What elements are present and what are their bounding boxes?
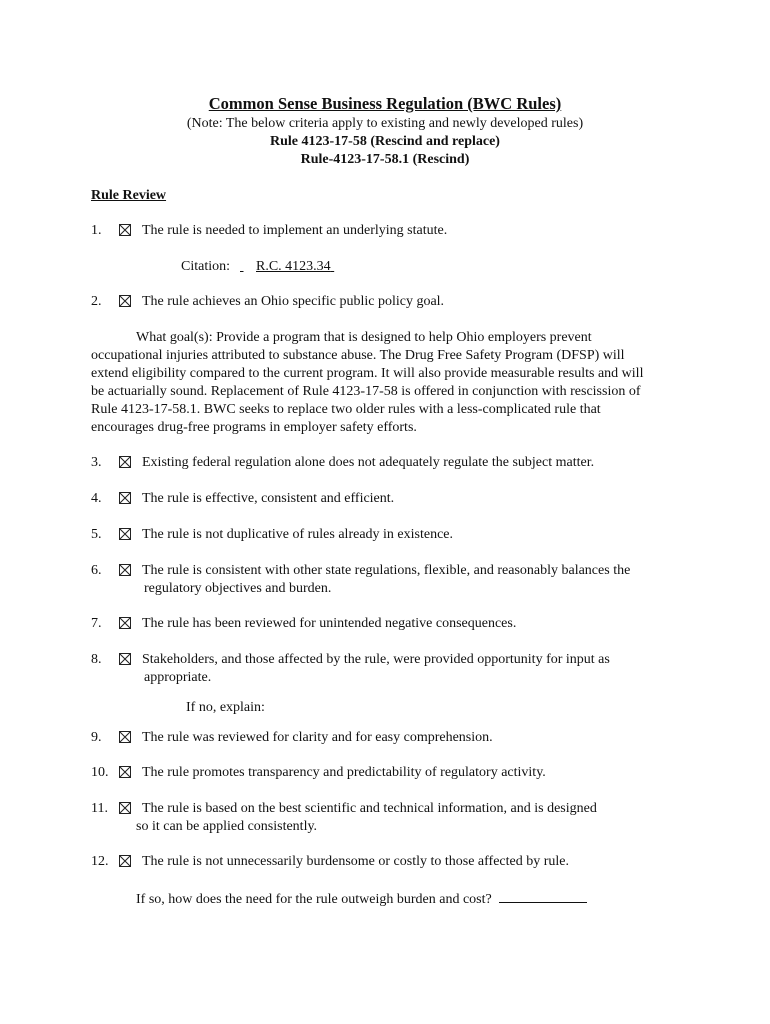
item-number: 7. [91, 616, 102, 631]
item-text: The rule has been reviewed for unintended negative consequences. [142, 616, 517, 631]
item-number: 2. [91, 294, 102, 309]
checkbox-checked[interactable] [119, 492, 131, 504]
x-mark-icon [120, 457, 130, 467]
checkbox-checked[interactable] [119, 295, 131, 307]
x-mark-icon [120, 296, 130, 306]
goal-line: encourages drug-free programs in employer safety efforts. [91, 420, 417, 435]
goal-line: Rule 4123-17-58.1. BWC seeks to replace two older rules with a less-complicated rule that [91, 402, 601, 417]
checkbox-checked[interactable] [119, 224, 131, 236]
item-text: The rule achieves an Ohio specific public policy goal. [142, 294, 445, 309]
rule-line-2: Rule-4123-17-58.1 (Rescind) [300, 152, 470, 167]
item-text: Existing federal regulation alone does not adequately regulate the subject matter. [142, 455, 595, 470]
x-mark-icon [120, 654, 130, 664]
x-mark-icon [120, 618, 130, 628]
checkbox-checked[interactable] [119, 766, 131, 778]
item-text: The rule is consistent with other state regulations, flexible, and reasonably balances the [142, 563, 631, 578]
item-text: The rule was reviewed for clarity and for easy comprehension. [142, 730, 493, 745]
item-text-continued: so it can be applied consistently. [136, 819, 318, 834]
burden-question-text: If so, how does the need for the rule outweigh burden and cost? [136, 892, 492, 907]
checkbox-checked[interactable] [119, 528, 131, 540]
goal-line: extend eligibility compared to the current program. It will also provide measurable results and will [91, 366, 644, 381]
document-title: Common Sense Business Regulation (BWC Rules) [208, 94, 562, 113]
checkbox-checked[interactable] [119, 855, 131, 867]
x-mark-icon [120, 856, 130, 866]
burden-answer-blank[interactable] [499, 889, 587, 903]
citation-label: Citation: [181, 259, 230, 274]
item-number: 4. [91, 491, 102, 506]
x-mark-icon [120, 803, 130, 813]
item-number: 10. [91, 765, 109, 780]
checkbox-checked[interactable] [119, 653, 131, 665]
x-mark-icon [120, 225, 130, 235]
section-heading: Rule Review [91, 188, 167, 203]
item-number: 12. [91, 854, 109, 869]
item-text: The rule is effective, consistent and efficient. [142, 491, 395, 506]
goal-line: What goal(s): Provide a program that is designed to help Ohio employers prevent [136, 330, 592, 345]
checkbox-checked[interactable] [119, 564, 131, 576]
goal-line: be actuarially sound. Replacement of Rule 4123-17-58 is offered in conjunction with rescission of [91, 384, 641, 399]
citation-underline-tail [331, 258, 425, 276]
checkbox-checked[interactable] [119, 456, 131, 468]
item-text-continued: appropriate. [144, 670, 212, 685]
item-number: 8. [91, 652, 102, 667]
item-number: 5. [91, 527, 102, 542]
rule-line-1: Rule 4123-17-58 (Rescind and replace) [270, 134, 500, 149]
x-mark-icon [120, 493, 130, 503]
checkbox-checked[interactable] [119, 617, 131, 629]
item-text: The rule is not duplicative of rules already in existence. [142, 527, 454, 542]
item-number: 9. [91, 730, 102, 745]
item-number: 11. [91, 801, 108, 816]
item-text: The rule is needed to implement an underlying statute. [142, 223, 448, 238]
x-mark-icon [120, 767, 130, 777]
item-number: 1. [91, 223, 102, 238]
item-number: 6. [91, 563, 102, 578]
x-mark-icon [120, 732, 130, 742]
goal-line: occupational injuries attributed to substance abuse. The Drug Free Safety Program (DFSP) will [91, 348, 625, 363]
citation-underline-lead [240, 258, 256, 276]
goal-paragraph [91, 329, 691, 437]
burden-question-row [136, 889, 587, 909]
citation-field[interactable] [240, 258, 425, 276]
checkbox-checked[interactable] [119, 731, 131, 743]
item-text: Stakeholders, and those affected by the rule, were provided opportunity for input as [142, 652, 610, 667]
if-no-explain-label: If no, explain: [186, 700, 265, 715]
x-mark-icon [120, 529, 130, 539]
item-text-continued: regulatory objectives and burden. [144, 581, 332, 596]
item-text: The rule is not unnecessarily burdensome or costly to those affected by rule. [142, 854, 570, 869]
item-text: The rule promotes transparency and predictability of regulatory activity. [142, 765, 546, 780]
checkbox-checked[interactable] [119, 802, 131, 814]
item-number: 3. [91, 455, 102, 470]
criteria-note: (Note: The below criteria apply to existing and newly developed rules) [186, 116, 584, 131]
citation-value: R.C. 4123.34 [256, 259, 331, 274]
item-text: The rule is based on the best scientific and technical information, and is designed [142, 801, 597, 816]
x-mark-icon [120, 565, 130, 575]
